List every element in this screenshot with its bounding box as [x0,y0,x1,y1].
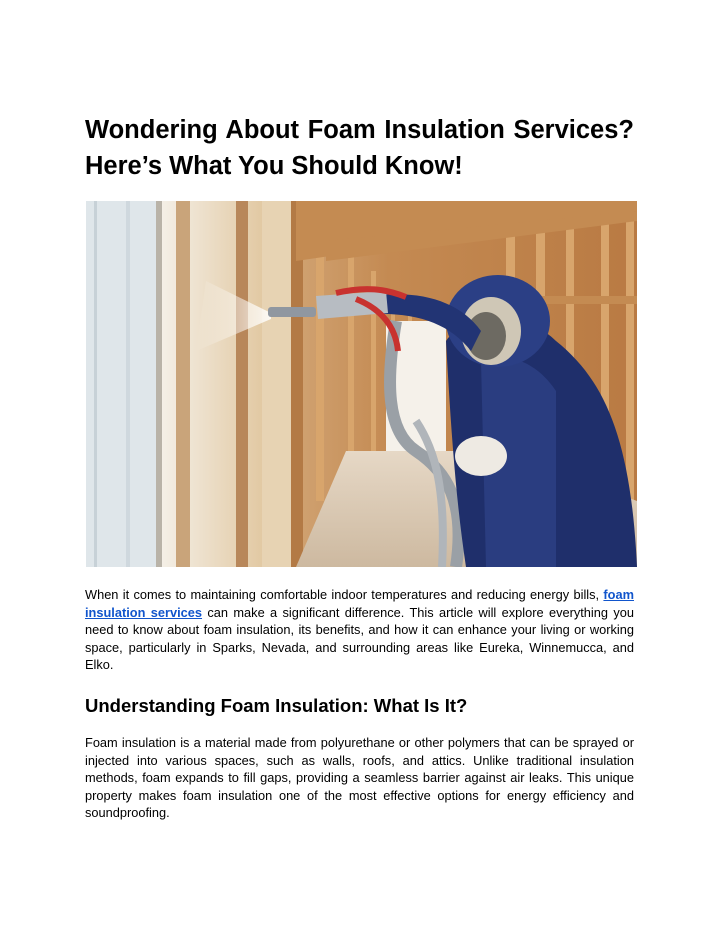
hero-image [86,201,637,567]
intro-paragraph [85,586,634,674]
section-paragraph: Foam insulation is a material made from polyurethane or other polymers that can be sprayed or injected into various spaces, such as walls, roofs, and attics. Unlike traditional insulation methods, foam expands to fill gaps, providing a seamless barrier against air leaks. This unique property makes foam insulation one of the most effective options for energy efficiency and soundproofing. [85,735,634,821]
section-heading: Understanding Foam Insulation: What Is It? [85,695,468,716]
intro-text-before-link: When it comes to maintaining comfortable indoor temperatures and reducing energy bills, [85,587,604,602]
article-title: Wondering About Foam Insulation Services? Here’s What You Should Know! [85,116,634,180]
foam-insulation-services-link[interactable]: foam insulation services [85,587,634,620]
intro-text-after-link: can make a significant difference. This article will explore everything you need to know about foam insulation, its benefits, and how it can enhance your living or working space, particularly in Sparks, Nevada, and surrounding areas like Eureka, Winnemucca, and Elko. [85,604,634,673]
